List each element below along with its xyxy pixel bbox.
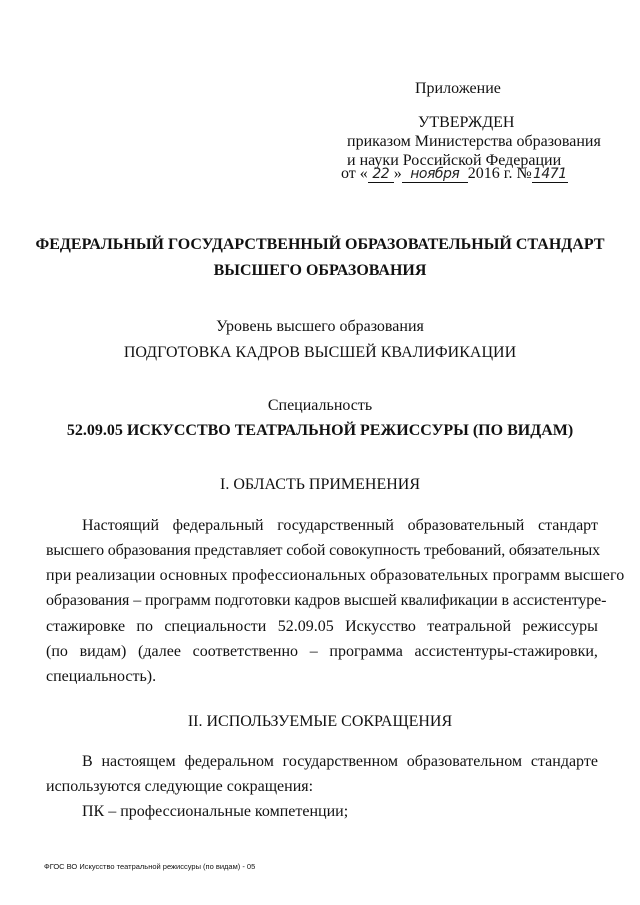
word: ассистентуры-стажировки, (414, 643, 598, 660)
order-date-line (341, 165, 568, 183)
word: стандарте (530, 753, 598, 770)
approved-label: УТВЕРЖДЕН (418, 114, 515, 131)
education-level-value: ПОДГОТОВКА КАДРОВ ВЫСШЕЙ КВАЛИФИКАЦИИ (123, 344, 517, 361)
appendix-label: Приложение (415, 80, 501, 97)
section-1-line-4: образования – программ подготовки кадров высшей квалификации в ассистентуре- (46, 592, 607, 609)
section-1-line-5 (46, 618, 598, 636)
specialty-label: Специальность (267, 397, 373, 414)
word: государственном (282, 753, 398, 770)
abbreviation-pk: ПК – профессиональные компетенции; (82, 803, 349, 820)
word: соответственно (192, 643, 299, 660)
education-level-label: Уровень высшего образования (216, 318, 424, 335)
section-2-intro-line-2: используются следующие сокращения: (46, 778, 314, 795)
word: видам) (79, 643, 127, 660)
word: В (82, 753, 93, 770)
word: Настоящий (82, 517, 160, 534)
order-line-1: приказом Министерства образования (347, 133, 601, 150)
section-1-line-7: специальность). (46, 668, 157, 685)
word: по (136, 618, 153, 635)
word: – (309, 643, 318, 660)
date-day-handwritten: 22 (368, 166, 394, 183)
word: 52.09.05 (277, 618, 334, 635)
word: стажировке (46, 618, 126, 635)
specialty-value: 52.09.05 ИСКУССТВО ТЕАТРАЛЬНОЙ РЕЖИССУРЫ (ПО ВИДАМ) (66, 422, 574, 439)
order-number-handwritten: 1471 (532, 166, 567, 182)
date-prefix: от « (341, 165, 368, 182)
word: стандарт (537, 517, 598, 534)
word: Искусство (345, 618, 416, 635)
order-line-2: и науки Российской Федерации (347, 152, 562, 169)
word: государственный (277, 517, 394, 534)
word: образовательный (407, 517, 525, 534)
section-1-line-3: при реализации основных профессиональных образовательных программ высшего (46, 567, 625, 584)
word: специальности (164, 618, 267, 635)
word: программа (329, 643, 403, 660)
section-1-heading: I. ОБЛАСТЬ ПРИМЕНЕНИЯ (219, 476, 421, 493)
section-1-line-2: высшего образования представляет собой совокупность требований, обязательных (46, 542, 600, 559)
date-month-handwritten: ноября (402, 166, 468, 183)
word: образовательном (406, 753, 523, 770)
word: федеральный (172, 517, 264, 534)
date-mid: » (393, 165, 402, 182)
word: (по (46, 643, 68, 660)
word: режиссуры (522, 618, 598, 635)
section-1-line-1 (46, 517, 598, 535)
word: (далее (138, 643, 181, 660)
date-year: 2016 г. № (467, 165, 532, 182)
page-footer: ФГОС ВО Искусство театральной режиссуры (по видам) - 05 (44, 862, 256, 871)
word: федеральном (184, 753, 274, 770)
word: театральной (427, 618, 512, 635)
section-2-heading: II. ИСПОЛЬЗУЕМЫЕ СОКРАЩЕНИЯ (187, 713, 453, 730)
word: настоящем (101, 753, 176, 770)
document-title-line-2: ВЫСШЕГО ОБРАЗОВАНИЯ (213, 262, 427, 279)
section-2-intro-line-1 (46, 753, 598, 771)
section-1-line-6 (46, 643, 598, 661)
document-title-line-1: ФЕДЕРАЛЬНЫЙ ГОСУДАРСТВЕННЫЙ ОБРАЗОВАТЕЛЬНЫЙ СТАНДАРТ (35, 236, 605, 253)
